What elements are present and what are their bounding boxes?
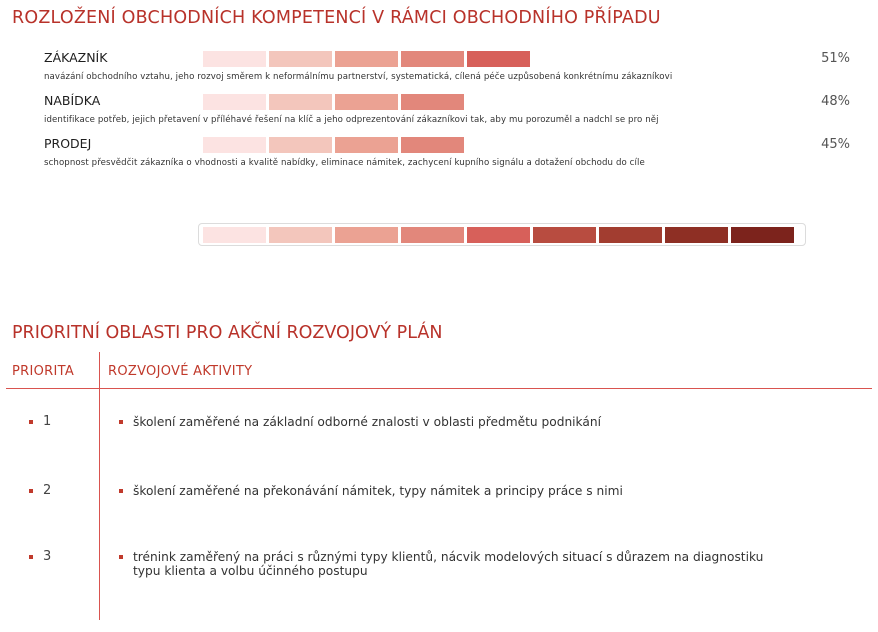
bar-segment xyxy=(401,137,464,153)
bar-segment xyxy=(335,51,398,67)
bullet-icon xyxy=(29,489,33,493)
competency-description: navázání obchodního vztahu, jeho rozvoj směrem k neformálnímu partnerství, systematická, cílená péče uzpůsobená konkrétnímu zákazníkovi xyxy=(44,72,673,82)
scale-segment xyxy=(731,227,794,243)
scale-segment xyxy=(533,227,596,243)
scale-segment xyxy=(467,227,530,243)
bar-segment xyxy=(401,94,464,110)
activity-line: školení zaměřené na základní odborné znalosti v oblasti předmětu podnikání xyxy=(133,415,601,429)
competency-percent: 51% xyxy=(821,51,850,66)
section-title-competencies: ROZLOŽENÍ OBCHODNÍCH KOMPETENCÍ V RÁMCI OBCHODNÍHO PŘÍPADU xyxy=(12,8,661,28)
competency-percent: 48% xyxy=(821,94,850,109)
bar-segment xyxy=(269,94,332,110)
header-divider xyxy=(6,388,872,389)
scale-segment xyxy=(269,227,332,243)
bar-segment xyxy=(269,137,332,153)
priority-number: 2 xyxy=(43,483,52,498)
bar-segment xyxy=(203,94,266,110)
activity-text xyxy=(133,550,823,578)
column-header-activities: ROZVOJOVÉ AKTIVITY xyxy=(108,364,253,379)
bar-segment xyxy=(269,51,332,67)
bullet-icon xyxy=(119,555,123,559)
activity-text xyxy=(133,415,823,429)
competency-label: ZÁKAZNÍK xyxy=(44,50,108,65)
column-header-priority: PRIORITA xyxy=(12,364,75,379)
activity-line: typu klienta a volbu účinného postupu xyxy=(133,564,368,578)
bar-segment xyxy=(203,51,266,67)
bar-segment xyxy=(467,51,530,67)
scale-segment xyxy=(665,227,728,243)
competency-label: PRODEJ xyxy=(44,136,92,151)
scale-segment xyxy=(335,227,398,243)
scale-segment xyxy=(599,227,662,243)
activity-line: trénink zaměřený na práci s různými typy klientů, nácvik modelových situací s důrazem na diagnostiku xyxy=(133,550,764,564)
bullet-icon xyxy=(119,420,123,424)
priority-number: 3 xyxy=(43,549,52,564)
bullet-icon xyxy=(119,489,123,493)
section-title-priorities: PRIORITNÍ OBLASTI PRO AKČNÍ ROZVOJOVÝ PLÁN xyxy=(12,323,443,343)
scale-segment xyxy=(401,227,464,243)
activity-line: školení zaměřené na překonávání námitek, typy námitek a principy práce s nimi xyxy=(133,484,623,498)
bar-segment xyxy=(335,94,398,110)
bullet-icon xyxy=(29,420,33,424)
bar-segment xyxy=(401,51,464,67)
color-scale-legend xyxy=(198,223,806,246)
priority-number: 1 xyxy=(43,414,52,429)
competency-description: schopnost přesvědčit zákazníka o vhodnosti a kvalitě nabídky, eliminace námitek, zachycení kupního signálu a dotažení obchodu do cíle xyxy=(44,158,645,168)
competency-percent: 45% xyxy=(821,137,850,152)
column-divider xyxy=(99,352,100,620)
competency-label: NABÍDKA xyxy=(44,93,101,108)
bullet-icon xyxy=(29,555,33,559)
bar-segment xyxy=(335,137,398,153)
competency-description: identifikace potřeb, jejich přetavení v příléhavé řešení na klíč a jeho odprezentování zákazníkovi tak, aby mu porozuměl a nadchl se pro něj xyxy=(44,115,659,125)
bar-segment xyxy=(203,137,266,153)
scale-segment xyxy=(203,227,266,243)
activity-text xyxy=(133,484,823,498)
